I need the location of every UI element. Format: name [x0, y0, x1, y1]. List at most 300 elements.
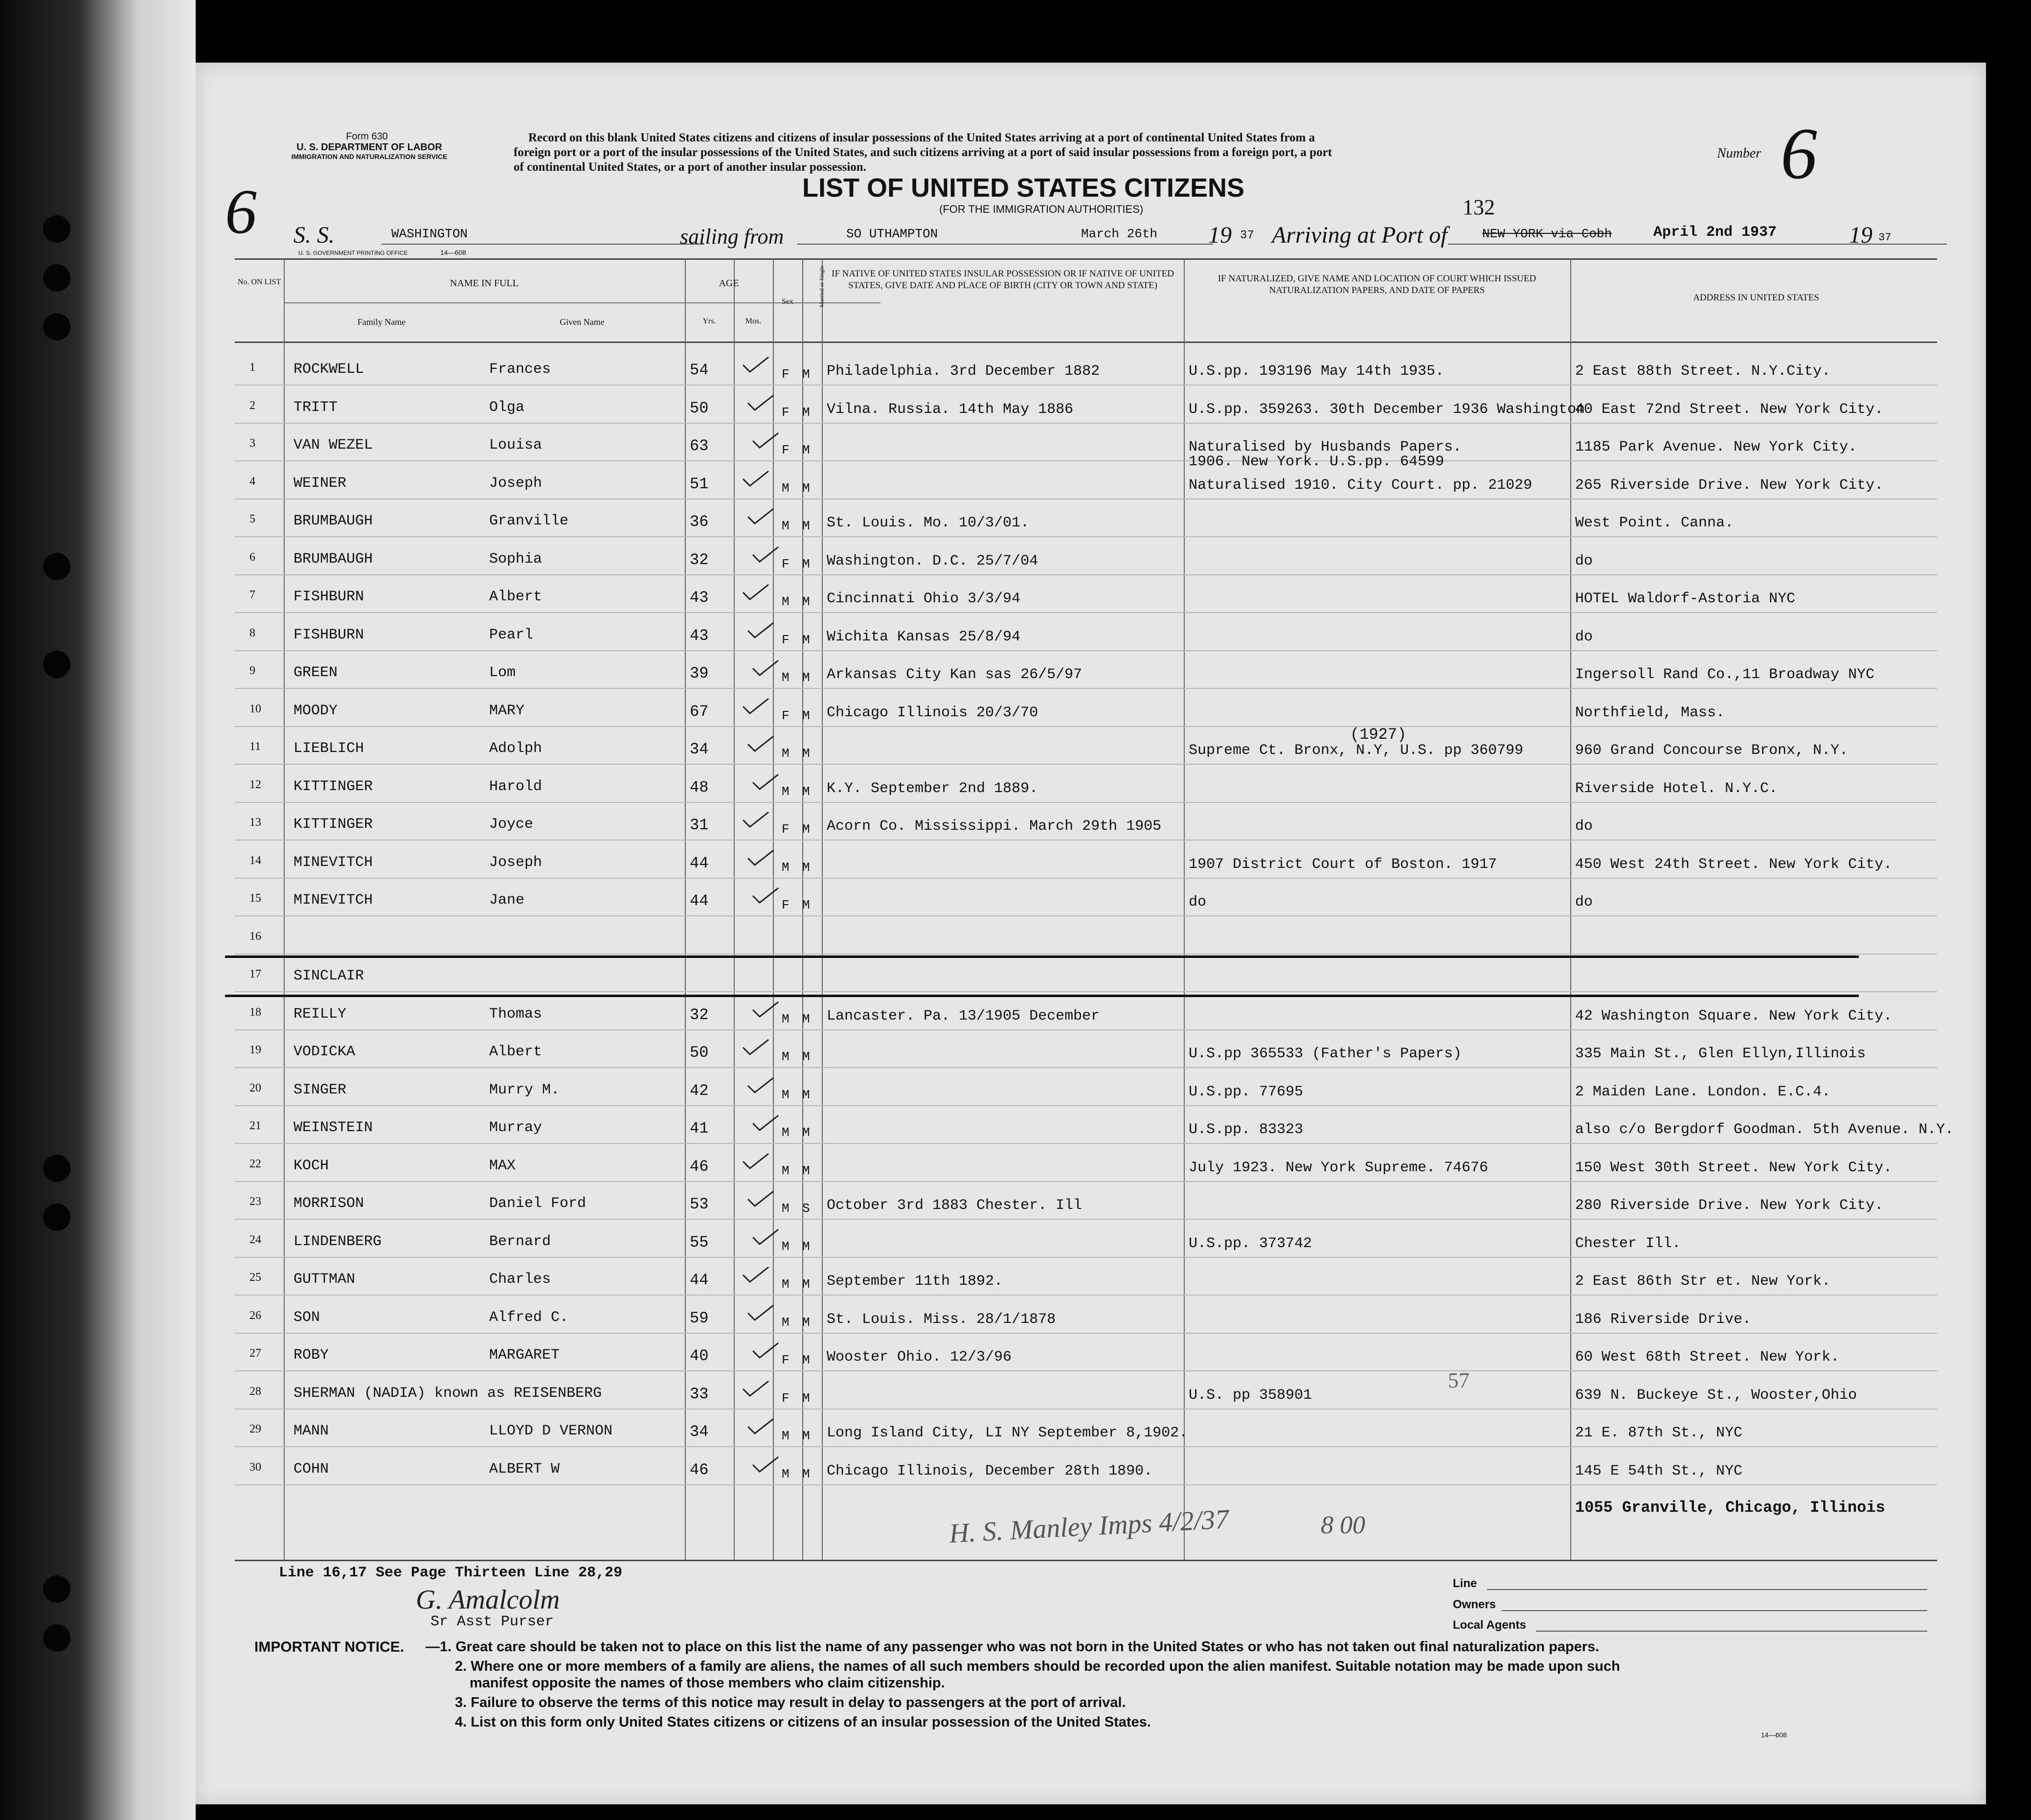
- row-divider: [235, 1143, 1937, 1144]
- row-divider: [235, 688, 1937, 689]
- check-mark: [751, 1115, 780, 1132]
- strike-line-16: [225, 956, 1859, 958]
- birth-info: Acorn Co. Mississippi. March 29th 1905: [827, 818, 1162, 835]
- naturalization-line-2: 1906. New York. U.S.pp. 64599: [1189, 454, 1444, 470]
- sex: F: [782, 1353, 790, 1367]
- row-number: 10: [249, 702, 261, 715]
- row-divider: [235, 1446, 1937, 1447]
- married-single: M: [802, 708, 810, 723]
- family-name: SINGER: [293, 1081, 347, 1098]
- sex: F: [782, 443, 790, 457]
- family-name: ROCKWELL: [293, 361, 364, 378]
- sex: F: [782, 822, 790, 837]
- sex: M: [782, 519, 790, 533]
- ss-label: S. S.: [293, 222, 335, 248]
- naturalization: Naturalised 1910. City Court. pp. 21029: [1189, 477, 1533, 494]
- married-single: M: [802, 784, 810, 799]
- line-label: Line: [1453, 1577, 1477, 1590]
- age-years: 51: [690, 475, 709, 493]
- address: 265 Riverside Drive. New York City.: [1575, 477, 1884, 494]
- row-divider: [235, 1295, 1937, 1296]
- age-years: 48: [690, 778, 709, 796]
- row-divider: [235, 764, 1937, 765]
- married-single: M: [802, 670, 810, 685]
- given-name: MAX: [489, 1157, 516, 1174]
- married-single: M: [802, 632, 810, 647]
- check-mark: [741, 1153, 770, 1170]
- page-number: 132: [1463, 195, 1495, 219]
- family-name: GUTTMAN: [293, 1271, 356, 1288]
- row-divider: [235, 1333, 1937, 1334]
- birth-info: St. Louis. Miss. 28/1/1878: [827, 1311, 1056, 1328]
- header-sex: Sex: [782, 297, 793, 306]
- header-family-name: Family Name: [357, 317, 406, 327]
- family-name: BRUMBAUGH: [293, 550, 373, 568]
- given-name: Murry M.: [489, 1081, 560, 1098]
- row-number: 12: [249, 778, 261, 791]
- married-single: M: [802, 1390, 810, 1406]
- header-mos: Mos.: [745, 317, 762, 325]
- ship-underline: [382, 244, 704, 245]
- row-divider: [235, 1257, 1937, 1258]
- married-single: M: [802, 1049, 810, 1064]
- given-name: Charles: [489, 1271, 551, 1288]
- birth-info: Wooster Ohio. 12/3/96: [827, 1349, 1012, 1365]
- birth-info: Washington. D.C. 25/7/04: [827, 552, 1038, 569]
- row-divider: [235, 385, 1937, 386]
- married-single: M: [802, 746, 810, 761]
- row-number: 29: [249, 1423, 261, 1435]
- sex: M: [782, 1315, 790, 1330]
- given-name: Bernard: [489, 1233, 551, 1250]
- age-subheader-line: [685, 302, 773, 303]
- family-name: MANN: [293, 1423, 329, 1439]
- age-years: 44: [690, 854, 709, 872]
- family-name: REILLY: [293, 1005, 347, 1023]
- notice-1: —1. Great care should be taken not to place on this list the name of any passenger who was not born in the United States or who has not taken out final naturalization papers.: [426, 1639, 1600, 1655]
- sex: M: [782, 1049, 790, 1064]
- family-name: LIEBLICH: [293, 740, 364, 757]
- check-mark: [751, 660, 780, 677]
- naturalization: Supreme Ct. Bronx, N.Y, U.S. pp 360799: [1189, 742, 1524, 759]
- married-single: M: [802, 367, 810, 382]
- check-mark: [741, 356, 770, 374]
- sex: M: [782, 1277, 790, 1292]
- family-name: KITTINGER: [293, 778, 373, 795]
- punch-hole: [43, 553, 70, 580]
- family-name: WEINER: [293, 475, 347, 492]
- header-given-name: Given Name: [560, 317, 605, 327]
- family-name: LINDENBERG: [293, 1233, 382, 1250]
- married-single: M: [802, 1011, 810, 1026]
- punch-hole: [43, 313, 70, 341]
- row-divider: [235, 650, 1937, 651]
- given-name: Albert: [489, 589, 542, 605]
- family-name: MORRISON: [293, 1195, 364, 1212]
- birth-info: Chicago Illinois, December 28th 1890.: [827, 1462, 1153, 1479]
- married-single: M: [802, 1239, 810, 1254]
- check-mark: [741, 1266, 770, 1284]
- given-name: Pearl: [489, 626, 534, 643]
- row-divider: [235, 954, 1937, 955]
- naturalization-note: (1927): [1350, 726, 1407, 744]
- owners-label: Owners: [1453, 1598, 1496, 1611]
- address: HOTEL Waldorf-Astoria NYC: [1575, 591, 1796, 607]
- address: Northfield, Mass.: [1575, 704, 1725, 721]
- family-name: MINEVITCH: [293, 854, 373, 871]
- naturalization: Naturalised by Husbands Papers.: [1189, 439, 1462, 455]
- given-name: Adolph: [489, 740, 542, 757]
- inspector-signature: H. S. Manley Imps 4/2/37: [948, 1504, 1230, 1549]
- year-prefix: 19: [1208, 222, 1232, 248]
- row-number: 13: [249, 816, 261, 829]
- row-divider: [235, 1105, 1937, 1106]
- arrival-date: April 2nd 1937: [1653, 224, 1777, 241]
- ship-name: WASHINGTON: [391, 227, 468, 241]
- inspector-time: 8 00: [1321, 1511, 1365, 1539]
- count-annotation: 57: [1448, 1368, 1469, 1392]
- col-divider: [1184, 258, 1185, 1560]
- row-number: 30: [249, 1460, 261, 1474]
- header-naturalized: IF NATURALIZED, GIVE NAME AND LOCATION OF COURT WHICH ISSUED NATURALIZATION PAPERS, AND DATE OF PAPERS: [1218, 273, 1536, 296]
- address: 960 Grand Concourse Bronx, N.Y.: [1575, 742, 1849, 759]
- age-years: 34: [690, 1423, 709, 1441]
- sex: M: [782, 594, 790, 609]
- address: 42 Washington Square. New York City.: [1575, 1007, 1893, 1024]
- family-name: COHN: [293, 1460, 329, 1478]
- given-name: Murray: [489, 1119, 542, 1136]
- address: do: [1575, 552, 1593, 569]
- married-single: M: [802, 1429, 810, 1443]
- check-mark: [751, 546, 780, 564]
- check-mark: [746, 849, 775, 867]
- married-single: M: [802, 1353, 810, 1367]
- margin-mark: 6: [225, 177, 257, 247]
- sex: M: [782, 1011, 790, 1026]
- row-divider: [235, 612, 1937, 613]
- row-divider: [235, 840, 1937, 841]
- naturalization: U.S. pp 358901: [1189, 1387, 1312, 1404]
- check-mark: [746, 735, 775, 753]
- notice-2a: 2. Where one or more members of a family are aliens, the names of all such members should be recorded upon the alien manifest. Suitable notation may be made upon such: [455, 1659, 1620, 1674]
- sailing-date: March 26th: [1081, 227, 1158, 241]
- row-divider: [235, 878, 1937, 879]
- age-years: 46: [690, 1157, 709, 1176]
- extra-address: 1055 Granville, Chicago, Illinois: [1575, 1499, 1885, 1517]
- sex: M: [782, 784, 790, 799]
- age-years: 54: [690, 361, 709, 379]
- given-name: Lom: [489, 664, 516, 681]
- married-single: M: [802, 519, 810, 533]
- sex: M: [782, 1429, 790, 1443]
- row-number: 7: [249, 589, 255, 601]
- sex: F: [782, 898, 790, 912]
- sex: F: [782, 708, 790, 723]
- check-mark: [741, 1039, 770, 1056]
- sex: M: [782, 670, 790, 685]
- married-single: M: [802, 1125, 810, 1140]
- row-number: 9: [249, 664, 255, 677]
- printing-office: U. S. GOVERNMENT PRINTING OFFICE: [298, 250, 408, 256]
- row-divider: [235, 1029, 1937, 1030]
- number-value: 6: [1781, 113, 1817, 194]
- birth-info: October 3rd 1883 Chester. Ill: [827, 1197, 1083, 1214]
- purser-title: Sr Asst Purser: [430, 1614, 554, 1630]
- arriving-label: Arriving at Port of: [1272, 222, 1447, 248]
- row-number: 2: [249, 399, 255, 412]
- age-years: 42: [690, 1081, 709, 1100]
- check-mark: [741, 698, 770, 715]
- address: 2 Maiden Lane. London. E.C.4.: [1575, 1083, 1831, 1100]
- col-divider: [685, 258, 686, 1560]
- header-yrs: Yrs.: [702, 317, 716, 325]
- age-years: 36: [690, 513, 709, 531]
- address: 21 E. 87th St., NYC: [1575, 1425, 1743, 1441]
- given-name: Louisa: [489, 437, 542, 454]
- given-name: Joseph: [489, 854, 542, 871]
- age-years: 39: [690, 664, 709, 682]
- age-years: 32: [690, 550, 709, 569]
- notice-2b: manifest opposite the names of those members who claim citizenship.: [470, 1675, 945, 1691]
- check-mark: [741, 811, 770, 829]
- birth-info: September 11th 1892.: [827, 1273, 1003, 1290]
- given-name: Frances: [489, 361, 551, 378]
- sex: F: [782, 405, 790, 420]
- service: IMMIGRATION AND NATURALIZATION SERVICE: [291, 153, 448, 160]
- family-name: MOODY: [293, 702, 338, 719]
- married-single: M: [802, 860, 810, 875]
- family-name: VODICKA: [293, 1044, 356, 1060]
- sex: M: [782, 1163, 790, 1178]
- naturalization: July 1923. New York Supreme. 74676: [1189, 1159, 1489, 1176]
- sex: M: [782, 1125, 790, 1140]
- year-suffix: 37: [1240, 229, 1254, 242]
- sex: M: [782, 480, 790, 496]
- address: do: [1575, 818, 1593, 835]
- row-number: 17: [249, 968, 261, 980]
- check-mark: [751, 1456, 780, 1474]
- birth-info: K.Y. September 2nd 1889.: [827, 780, 1038, 797]
- row-divider: [235, 1370, 1937, 1371]
- row-number: 26: [249, 1309, 261, 1322]
- punch-hole: [43, 1204, 70, 1231]
- intro-line-1: Record on this blank United States citizens and citizens of insular possessions of the United States arriving at a port of continental United States from a: [528, 131, 1315, 144]
- row-divider: [235, 991, 1937, 992]
- row-number: 14: [249, 854, 261, 867]
- arrival-year-suffix: 37: [1878, 231, 1892, 244]
- footer-code: 14—608: [1761, 1731, 1787, 1739]
- address: 639 N. Buckeye St., Wooster,Ohio: [1575, 1387, 1857, 1404]
- col-divider: [773, 258, 774, 1560]
- married-single: M: [802, 556, 810, 571]
- manifest-sheet: [196, 63, 1986, 1804]
- purser-signature: G. Amalcolm: [416, 1585, 560, 1615]
- birth-info: Arkansas City Kan sas 26/5/97: [827, 666, 1083, 683]
- row-number: 18: [249, 1005, 261, 1019]
- row-number: 23: [249, 1195, 261, 1208]
- check-mark: [751, 887, 780, 905]
- col-divider: [1570, 258, 1571, 1560]
- age-years: 59: [690, 1309, 709, 1327]
- age-years: 34: [690, 740, 709, 758]
- check-mark: [746, 508, 775, 525]
- address: do: [1575, 628, 1593, 645]
- agents-underline: [1536, 1631, 1927, 1632]
- header-birth: IF NATIVE OF UNITED STATES INSULAR POSSESSION OR IF NATIVE OF UNITED STATES, GIVE DATE AND PLACE OF BIRTH (CITY OR TOWN AND STATE): [832, 269, 1174, 291]
- row-number: 28: [249, 1385, 261, 1398]
- row-number: 3: [249, 437, 255, 450]
- number-label: Number: [1717, 146, 1761, 161]
- given-name: Granville: [489, 513, 569, 529]
- age-years: 50: [690, 1044, 709, 1062]
- address: do: [1575, 894, 1593, 910]
- row-divider: [235, 1219, 1937, 1220]
- header-name-in-full: NAME IN FULL: [450, 278, 519, 289]
- page-title: LIST OF UNITED STATES CITIZENS: [802, 173, 1244, 203]
- family-name: FISHBURN: [293, 626, 364, 643]
- age-years: 32: [690, 1005, 709, 1024]
- given-name: Harold: [489, 778, 542, 795]
- age-years: 43: [690, 589, 709, 607]
- sex: M: [782, 1466, 790, 1481]
- address: 150 West 30th Street. New York City.: [1575, 1159, 1893, 1176]
- check-mark: [751, 1228, 780, 1246]
- given-name: Alfred C.: [489, 1309, 569, 1326]
- married-single: M: [802, 405, 810, 420]
- age-years: 33: [690, 1385, 709, 1403]
- header-no-on-list: No. ON LIST: [237, 278, 281, 286]
- given-name: MARGARET: [489, 1347, 560, 1364]
- punch-hole: [43, 215, 70, 243]
- sex: M: [782, 860, 790, 875]
- family-name: SINCLAIR: [293, 968, 364, 984]
- row-number: 16: [249, 930, 261, 943]
- row-number: 4: [249, 475, 255, 488]
- punch-hole: [43, 1155, 70, 1182]
- naturalization: U.S.pp. 373742: [1189, 1235, 1312, 1252]
- address: 186 Riverside Drive.: [1575, 1311, 1752, 1328]
- col-divider: [284, 258, 285, 1560]
- family-name: BRUMBAUGH: [293, 513, 373, 529]
- punch-hole: [43, 651, 70, 678]
- given-name: Olga: [489, 399, 525, 416]
- page-subtitle: (FOR THE IMMIGRATION AUTHORITIES): [939, 203, 1144, 215]
- row-number: 24: [249, 1233, 261, 1246]
- header-address: ADDRESS IN UNITED STATES: [1693, 293, 1819, 303]
- address: 60 West 68th Street. New York.: [1575, 1349, 1840, 1365]
- address: 2 East 88th Street. N.Y.City.: [1575, 363, 1831, 380]
- family-name: MINEVITCH: [293, 892, 373, 909]
- family-name: FISHBURN: [293, 589, 364, 605]
- address: 1185 Park Avenue. New York City.: [1575, 439, 1857, 455]
- row-number: 15: [249, 892, 261, 905]
- header-married-single: Married or Single: [818, 265, 825, 308]
- row-number: 1: [249, 361, 255, 374]
- col-divider: [822, 258, 823, 1560]
- family-name: KITTINGER: [293, 816, 373, 833]
- married-single: M: [802, 1466, 810, 1481]
- row-divider: [235, 1409, 1937, 1410]
- line-underline: [1487, 1589, 1927, 1590]
- header-age: AGE: [719, 278, 739, 289]
- address: 2 East 86th Str et. New York.: [1575, 1273, 1831, 1290]
- punch-hole: [43, 1575, 70, 1603]
- naturalization: 1907 District Court of Boston. 1917: [1189, 856, 1497, 873]
- notice-4: 4. List on this form only United States citizens or citizens of an insular possession of the United States.: [455, 1714, 1151, 1730]
- age-years: 44: [690, 1271, 709, 1289]
- row-number: 11: [249, 740, 261, 753]
- row-divider: [235, 915, 1937, 916]
- married-single: M: [802, 480, 810, 496]
- row-number: 6: [249, 550, 255, 564]
- sailing-label: sailing from: [680, 225, 784, 249]
- arrival-port: NEW YORK via Cobh: [1482, 227, 1612, 241]
- col-divider: [734, 258, 735, 1560]
- notice-3: 3. Failure to observe the terms of this notice may result in delay to passengers at the port of arrival.: [455, 1695, 1126, 1710]
- from-port-underline: [797, 244, 1213, 245]
- address: West Point. Canna.: [1575, 515, 1734, 531]
- birth-info: St. Louis. Mo. 10/3/01.: [827, 515, 1030, 531]
- notice-title: IMPORTANT NOTICE.: [254, 1639, 405, 1655]
- from-port: SO UTHAMPTON: [846, 227, 938, 241]
- line-note: Line 16,17 See Page Thirteen Line 28,29: [279, 1565, 623, 1581]
- married-single: M: [802, 443, 810, 457]
- age-years: 67: [690, 702, 709, 721]
- printing-code: 14—608: [440, 249, 466, 256]
- check-mark: [741, 584, 770, 601]
- naturalization: U.S.pp. 359263. 30th December 1936 Washington: [1189, 401, 1585, 418]
- sex: M: [782, 746, 790, 761]
- family-name: TRITT: [293, 399, 338, 416]
- naturalization: U.S.pp 365533 (Father's Papers): [1189, 1046, 1462, 1062]
- married-single: M: [802, 1087, 810, 1102]
- birth-info: Chicago Illinois 20/3/70: [827, 704, 1038, 721]
- given-name: ALBERT W: [489, 1460, 560, 1478]
- sex: F: [782, 367, 790, 382]
- sex: F: [782, 632, 790, 647]
- row-number: 27: [249, 1347, 261, 1360]
- naturalization: U.S.pp. 193196 May 14th 1935.: [1189, 363, 1444, 380]
- address: 280 Riverside Drive. New York City.: [1575, 1197, 1884, 1214]
- punch-hole: [43, 1624, 70, 1652]
- check-mark: [746, 1418, 775, 1435]
- intro-line-2: foreign port or a port of the insular possessions of the United States, and such citizens arriving at a port of said insular possessions from a foreign port, a port: [514, 146, 1332, 159]
- family-name: SON: [293, 1309, 320, 1326]
- row-divider: [235, 460, 1937, 461]
- punch-hole: [43, 264, 70, 292]
- family-name: GREEN: [293, 664, 338, 681]
- birth-info: Long Island City, LI NY September 8,1902.: [827, 1425, 1188, 1441]
- owners-underline: [1502, 1610, 1927, 1611]
- row-divider: [235, 802, 1937, 803]
- table-bottom-border: [235, 1560, 1937, 1561]
- age-years: 43: [690, 626, 709, 645]
- married-single: M: [802, 1315, 810, 1330]
- given-name: Albert: [489, 1044, 542, 1060]
- age-years: 46: [690, 1460, 709, 1479]
- naturalization: U.S.pp. 83323: [1189, 1121, 1304, 1138]
- birth-info: Lancaster. Pa. 13/1905 December: [827, 1007, 1100, 1024]
- department: U. S. DEPARTMENT OF LABOR: [296, 142, 442, 153]
- address: Riverside Hotel. N.Y.C.: [1575, 780, 1778, 797]
- row-number: 8: [249, 626, 255, 639]
- check-mark: [746, 622, 775, 639]
- address: Chester Ill.: [1575, 1235, 1681, 1252]
- age-years: 63: [690, 437, 709, 455]
- family-name: SHERMAN (NADIA) known as REISENBERG: [293, 1385, 602, 1402]
- given-name: Sophia: [489, 550, 542, 568]
- sex: M: [782, 1201, 790, 1216]
